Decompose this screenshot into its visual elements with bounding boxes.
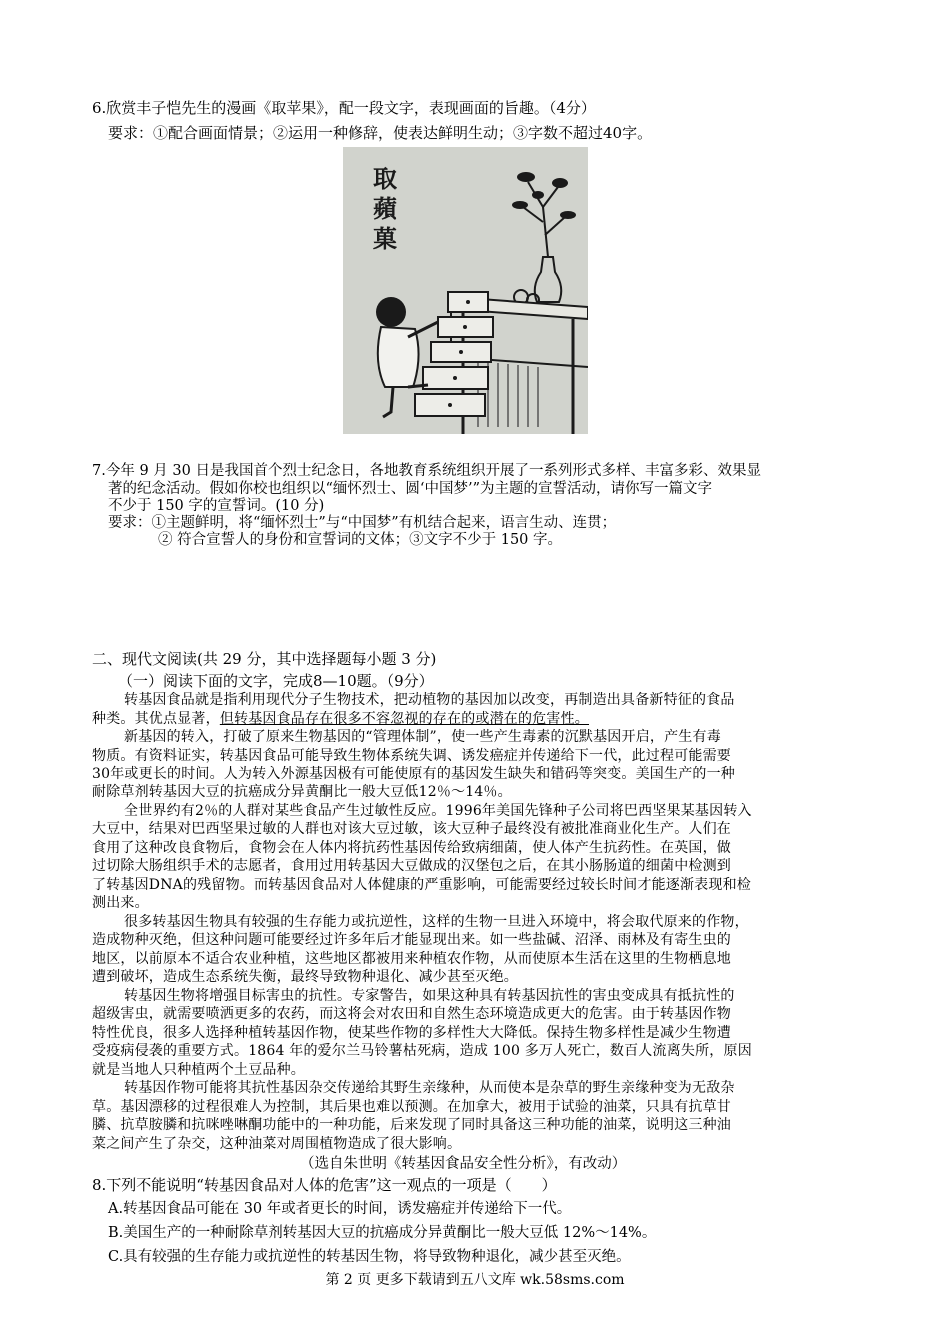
q7-prompt-line1: 7.今年 9 月 30 日是我国首个烈士纪念日，各地教育系统组织开展了一系列形式多样、丰富多彩、效果显	[92, 463, 761, 479]
q8-option-c: C.具有较强的生存能力或抗逆性的转基因生物，将导致物种退化，减少甚至灭绝。	[108, 1249, 631, 1265]
underlined-sentence: 但转基因食品存在很多不容忽视的存在的或潜在的危害性。	[219, 711, 590, 727]
passage-line: 30年或更长的时间。人为转入外源基因极有可能使原有的基因发生缺失和错码等突变。美国生产的一种	[92, 766, 736, 782]
q7-prompt-line3: 不少于 150 字的宣誓词。(10 分)	[108, 498, 325, 514]
q6-requirements: 要求：①配合画面情景；②运用一种修辞，使表达鲜明生动；③字数不超过40字。	[108, 124, 653, 142]
svg-text:取: 取	[373, 164, 397, 193]
passage-line: 超级害虫，就需要喷洒更多的农药，而这将会对农田和自然生态环境造成更大的危害。由于转基因作物	[92, 1006, 731, 1022]
passage-text: 种类。其优点显著，	[92, 711, 220, 727]
q7-prompt-line2: 著的纪念活动。假如你校也组织以“缅怀烈士、圆‘中国梦’”为主题的宣誓活动，请你写一篇文字	[108, 481, 713, 497]
passage-line: 受疫病侵袭的重要方式。1864 年的爱尔兰马铃薯枯死病，造成 100 多万人死亡，数百人流离失所，原因	[92, 1043, 752, 1059]
passage-line: 测出来。	[92, 895, 149, 911]
passage-line: 过切除大肠组织手术的志愿者，食用过用转基因大豆做成的汉堡包之后，在其小肠肠道的细菌中检测到	[92, 858, 731, 874]
passage-source: （选自朱世明《转基因食品安全性分析》，有改动）	[300, 1156, 627, 1172]
passage-line: 食用了这种改良食物后，食物会在人体内将抗药性基因传给致病细菌，使人体产生抗药性。在英国，做	[92, 840, 731, 856]
passage-line: 转基因食品就是指利用现代分子生物技术，把动植物的基因加以改变，再制造出具备新特征的食品	[124, 692, 735, 708]
passage-line: 造成物种灭绝，但这种问题可能要经过许多年后才能显现出来。如一些盐碱、沼泽、雨林及有寄生虫的	[92, 932, 731, 948]
cartoon-image	[343, 147, 588, 434]
q6-prompt: 6.欣赏丰子恺先生的漫画《取苹果》，配一段文字，表现画面的旨趣。（4分）	[92, 99, 596, 117]
passage-line: 转基因作物可能将其抗性基因杂交传递给其野生亲缘种，从而使本是杂草的野生亲缘种变为无敌杂	[124, 1080, 735, 1096]
passage-line: 地区，以前原本不适合农业种植，这些地区都被用来种植农作物，从而使原本生活在这里的生物栖息地	[92, 951, 731, 967]
page-footer: 第 2 页 更多下载请到五八文库 wk.58sms.com	[325, 1272, 625, 1288]
svg-text:菓: 菓	[373, 224, 397, 253]
passage-line: 了转基因DNA的残留物。而转基因食品对人体健康的严重影响，可能需要经过较长时间才能逐渐表现和检	[92, 877, 751, 893]
q7-requirement-1: 要求：①主题鲜明，将“缅怀烈士”与“中国梦”有机结合起来，语言生动、连贯；	[108, 515, 617, 531]
passage-line: 遭到破坏，造成生态系统失衡，最终导致物种退化、减少甚至灭绝。	[92, 969, 518, 985]
passage-line: 大豆中，结果对巴西坚果过敏的人群也对该大豆过敏，该大豆种子最终没有被批准商业化生产。人们在	[92, 821, 731, 837]
svg-text:蘋: 蘋	[373, 194, 397, 223]
passage-line: 草。基因漂移的过程很难人为控制，其后果也难以预测。在加拿大，被用于试验的油菜，只具有抗草甘	[92, 1099, 731, 1115]
section-subtitle: （一）阅读下面的文字，完成8—10题。（9分）	[118, 672, 434, 690]
passage-line: 就是当地人只种植两个土豆品种。	[92, 1062, 305, 1078]
q8-option-a: A.转基因食品可能在 30 年或者更长的时间，诱发癌症并传递给下一代。	[108, 1201, 572, 1217]
q7-requirement-2: ② 符合宣誓人的身份和宣誓词的文体；③文字不少于 150 字。	[158, 532, 563, 548]
passage-line: 新基因的转入，打破了原来生物基因的“管理体制”，使一些产生毒素的沉默基因开启，产生有毒	[124, 729, 721, 745]
passage-line: 全世界约有2％的人群对某些食品产生过敏性反应。1996年美国先锋种子公司将巴西坚果某基因转入	[124, 803, 752, 819]
passage-line: 膦、抗草胺膦和抗咪唑啉酮功能中的一种功能，后来发现了同时具备这三种功能的油菜，说明这三种油	[92, 1117, 731, 1133]
passage-line: 特性优良，很多人选择种植转基因作物，使某些作物的多样性大大降低。保持生物多样性是减少生物遭	[92, 1025, 731, 1041]
passage-line: 菜之间产生了杂交，这种油菜对周围植物造成了很大影响。	[92, 1136, 462, 1152]
passage-line: 耐除草剂转基因大豆的抗癌成分异黄酮比一般大豆低12％～14％。	[92, 784, 512, 800]
passage-line: 转基因生物将增强目标害虫的抗性。专家警告，如果这种具有转基因抗性的害虫变成具有抵抗性的	[124, 988, 735, 1004]
passage-line: 很多转基因生物具有较强的生存能力或抗逆性，这样的生物一旦进入环境中，将会取代原来的作物，	[124, 914, 749, 930]
section-title: 二、现代文阅读(共 29 分，其中选择题每小题 3 分)	[92, 650, 437, 668]
passage-line: 物质。有资料证实，转基因食品可能导致生物体系统失调、诱发癌症并传递给下一代，此过程可能需要	[92, 748, 731, 764]
q8-option-b: B.美国生产的一种耐除草剂转基因大豆的抗癌成分异黄酮比一般大豆低 12%～14%。	[108, 1225, 657, 1241]
q8-stem: 8.下列不能说明“转基因食品对人体的危害”这一观点的一项是（ ）	[92, 1176, 557, 1194]
passage-line	[92, 711, 589, 729]
